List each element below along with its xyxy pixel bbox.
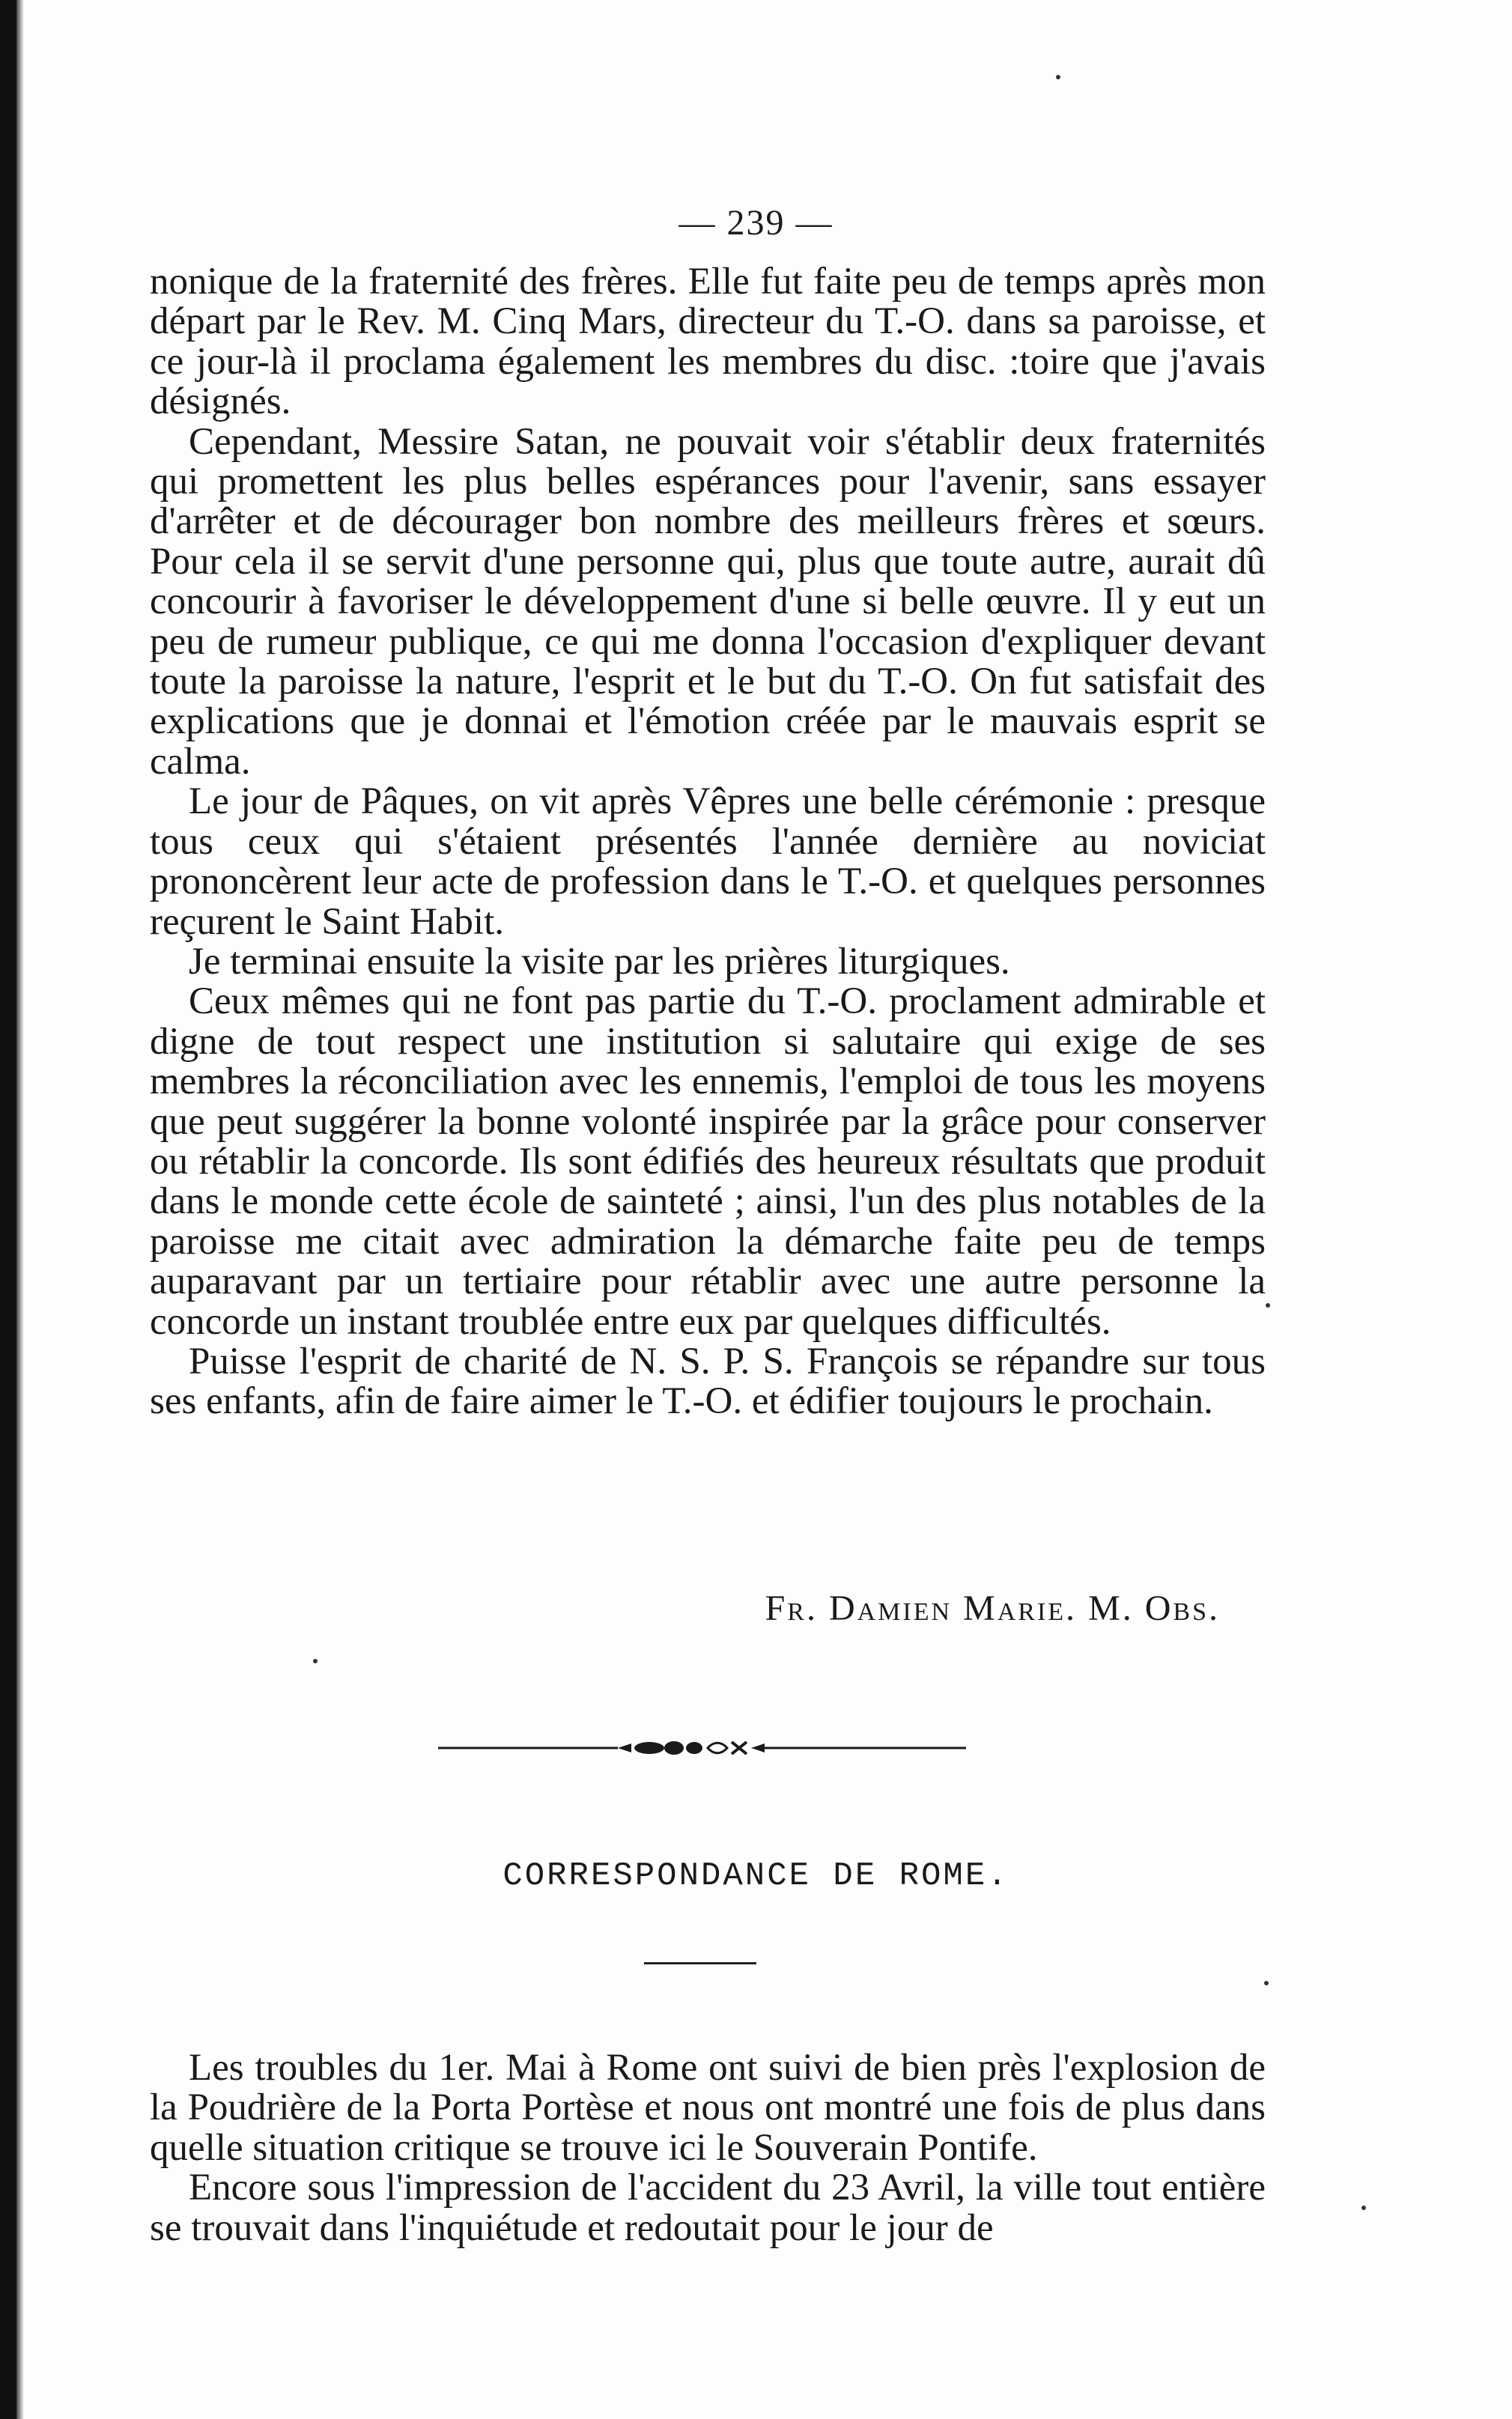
signature-prefix: Fr. [765,1588,818,1628]
ornamental-divider [438,1739,966,1757]
print-speck [1266,1303,1270,1308]
paragraph: Ceux mêmes qui ne font pas partie du T.-O. proclament admirable et digne de tout respect une institution si salutaire qui exige de ses membres la réconciliation avec les ennemis, l'emploi de tous les moyens que peut suggérer la bonne volonté inspirée par la grâce pour conserver ou rétablir la concorde. Ils sont édifiés des heureux résultats que produit dans le monde cette école de sainteté ; ainsi, l'un des plus notables de la paroisse me citait avec admiration la démarche faite peu de temps auparavant par un tertiaire pour rétablir avec une autre personne la concorde un instant troublée entre eux par quelques difficultés. [150,980,1266,1343]
print-speck [1361,2206,1366,2210]
section-title: CORRESPONDANCE DE ROME. [503,1857,1009,1895]
article-continuation [150,262,1266,1422]
book-binding-edge [0,0,16,2419]
section-body [150,2048,1266,2248]
signature-name: Damien Marie. [828,1588,1078,1628]
print-speck [313,1659,318,1663]
print-speck [1264,1981,1269,1985]
print-speck [1056,75,1060,79]
paragraph: nonique de la fraternité des frères. Elle fut faite peu de temps après mon départ par le Rev. M. Cinq Mars, directeur du T.-O. dans sa paroisse, et ce jour-là il proclama également les membres du disc. :toire que j'avais désignés. [150,261,1266,423]
paragraph: Cependant, Messire Satan, ne pouvait voir s'établir deux fraternités qui promettent les plus belles espérances pour l'avenir, sans essayer d'arrêter et de décourager bon nombre des meilleurs frères et sœurs. Pour cela il se servit d'une personne qui, plus que toute autre, aurait dû concourir à favoriser le développement d'une si belle œuvre. Il y eut un peu de rumeur publique, ce qui me donna l'occasion d'expliquer devant toute la paroisse la nature, l'esprit et le but du T.-O. On fut satisfait des explications que je donnai et l'émotion créée par le mauvais esprit se calma. [150,420,1266,783]
page-number: — 239 — [678,203,834,243]
binding-shadow [16,0,24,2419]
paragraph: Le jour de Pâques, on vit après Vêpres une belle cérémonie : presque tous ceux qui s'étaient présentés l'année dernière au noviciat prononcèrent leur acte de profession dans le T.-O. et quelques personnes reçurent le Saint Habit. [150,780,1266,943]
paragraph: Puisse l'esprit de charité de N. S. P. S. François se répandre sur tous ses enfants, afin de faire aimer le T.-O. et édifier toujours le prochain. [150,1340,1266,1423]
signature [765,1588,1220,1629]
paragraph: Je terminai ensuite la visite par les prières liturgiques. [189,940,1010,983]
section-rule [644,1962,756,1964]
paragraph: Encore sous l'impression de l'accident du 23 Avril, la ville tout entière se trouvait dans l'inquiétude et redoutait pour le jour de [150,2167,1266,2249]
signature-order: M. Obs. [1088,1588,1220,1628]
paragraph: Les troubles du 1er. Mai à Rome ont suivi de bien près l'explosion de la Poudrière de la Porta Portèse et nous ont montré une fois de plus dans quelle situation critique se trouve ici le Souverain Pontife. [150,2047,1266,2169]
